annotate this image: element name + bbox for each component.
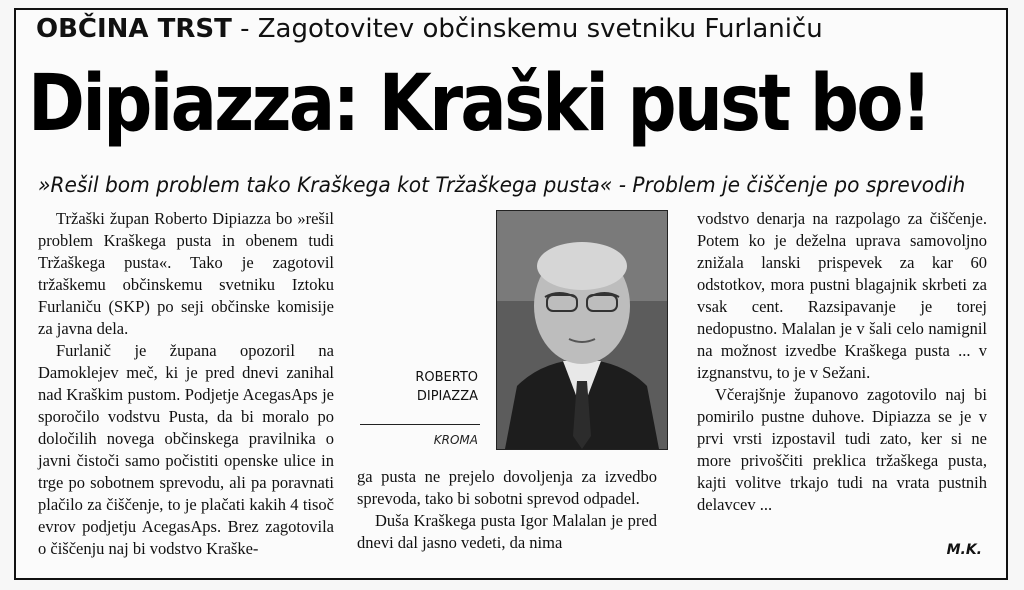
section-label: OBČINA TRST bbox=[36, 14, 232, 44]
text-column-3 bbox=[697, 208, 987, 516]
portrait-photo bbox=[496, 210, 668, 450]
author-signature: M.K. bbox=[946, 542, 982, 558]
caption-line: ROBERTO bbox=[415, 370, 478, 385]
paragraph: Duša Kraškega pusta Igor Malalan je pred dnevi dal jasno vedeti, da nima bbox=[357, 511, 657, 552]
caption-line: DIPIAZZA bbox=[416, 389, 478, 404]
caption-divider bbox=[360, 424, 480, 425]
paragraph: vodstvo denarja na razpolago za čiščenje. Potem ko je deželna uprava samovoljno znižala lanski prispevek za kar 60 odstotkov, mora pustni blagajnik skrbeti za vsak cent. Razsipavanje je torej nedopustno. Malalan je v šali celo namignil na možnost izvedbe Kraškega pusta ... v izgnanstvu, to je v Sežani. bbox=[697, 209, 987, 382]
article-kicker bbox=[36, 14, 823, 44]
text-column-2 bbox=[357, 466, 657, 554]
kicker-text: - Zagotovitev občinskemu svetniku Furlaniču bbox=[231, 14, 823, 44]
article-headline: Dipiazza: Kraški pust bo! bbox=[28, 59, 930, 149]
paragraph: Furlanič je župana opozoril na Damoklejev meč, ki je pred dnevi zanihal nad Kraškim pustom. Podjetje AcegasAps je sporočilo vodstvu Pusta, da bi moralo po določilih novega občinskega pravilnika o javni čistoči samo počistiti openske ulice in trge po sobotnem sprevodu, ali pa poravnati plačilo za čiščenje, to je plačati kakih 4 tisoč evrov podjetju AcegasAps. Brez zagotovila o čiščenju naj bi vodstvo Kraške- bbox=[38, 341, 334, 558]
text-column-1 bbox=[38, 208, 334, 560]
article-subheadline: »Rešil bom problem tako Kraškega kot Tržaškega pusta« - Problem je čiščenje po sprevodih bbox=[38, 173, 966, 197]
paragraph: Tržaški župan Roberto Dipiazza bo »rešil problem Kraškega pusta in obenem tudi Tržaškega pusta«. Tako je zagotovil tržaškemu občinskemu svetniku Iztoku Furlaniču (SKP) po seji občinske komisije za javna dela. bbox=[38, 209, 334, 338]
portrait-illustration bbox=[497, 211, 667, 449]
paragraph: Včerajšnje županovo zagotovilo naj bi pomirilo pustne duhove. Dipiazza se je v prvi vrsti izpostavil tudi zato, ker si ne more privoščiti preklica tržaškega pusta, kajti volitve trkajo tudi na vrata pustnih delavcev ... bbox=[697, 385, 987, 514]
photo-credit: KROMA bbox=[433, 433, 478, 447]
paragraph: ga pusta ne prejelo dovoljenja za izvedbo sprevoda, tako bi sobotni sprevod odpadel. bbox=[357, 467, 657, 508]
photo-caption bbox=[398, 368, 478, 406]
